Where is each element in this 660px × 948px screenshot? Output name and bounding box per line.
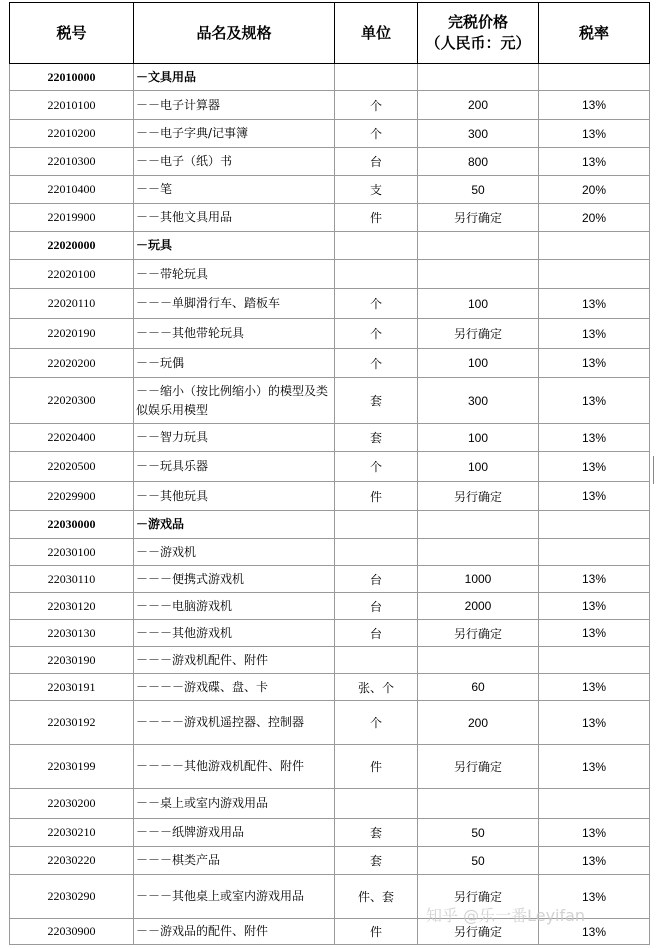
table-row — [10, 378, 650, 424]
row-name: －－游戏品的配件、附件 — [134, 919, 335, 945]
row-rate: 13% — [539, 378, 650, 424]
table-row — [10, 204, 650, 232]
table-row — [10, 232, 650, 260]
table-row — [10, 789, 650, 819]
row-rate: 13% — [539, 319, 650, 349]
row-code: 22010300 — [10, 148, 134, 176]
row-code: 22030100 — [10, 539, 134, 566]
row-rate: 13% — [539, 349, 650, 378]
row-name: －文具用品 — [134, 64, 335, 91]
header-row — [10, 3, 650, 64]
row-price: 200 — [418, 701, 539, 745]
row-rate — [539, 511, 650, 539]
header-name: 品名及规格 — [134, 3, 335, 64]
row-price: 50 — [418, 176, 539, 204]
table-row — [10, 319, 650, 349]
row-name: －－－－游戏碟、盘、卡 — [134, 674, 335, 701]
table-row — [10, 148, 650, 176]
row-rate — [539, 647, 650, 674]
row-code: 22030110 — [10, 566, 134, 593]
row-code: 22030130 — [10, 620, 134, 647]
row-code: 22030000 — [10, 511, 134, 539]
row-code: 22010200 — [10, 120, 134, 148]
row-unit — [335, 64, 418, 91]
row-price: 100 — [418, 452, 539, 482]
row-rate: 13% — [539, 674, 650, 701]
row-unit: 台 — [335, 593, 418, 620]
header-unit: 单位 — [335, 3, 418, 64]
watermark: 知乎 @乐一番Leyifan — [426, 906, 586, 925]
row-rate: 13% — [539, 847, 650, 875]
table-row — [10, 847, 650, 875]
row-price — [418, 789, 539, 819]
row-code: 22030191 — [10, 674, 134, 701]
row-price — [418, 232, 539, 260]
row-name: －－－便携式游戏机 — [134, 566, 335, 593]
row-price — [418, 64, 539, 91]
table-row — [10, 539, 650, 566]
row-code: 22020190 — [10, 319, 134, 349]
row-rate — [539, 64, 650, 91]
row-rate — [539, 260, 650, 289]
row-code: 22020100 — [10, 260, 134, 289]
table-row — [10, 593, 650, 620]
table-row — [10, 91, 650, 120]
header-code: 税号 — [10, 3, 134, 64]
row-rate: 13% — [539, 452, 650, 482]
row-price: 2000 — [418, 593, 539, 620]
row-rate: 13% — [539, 566, 650, 593]
row-unit: 个 — [335, 349, 418, 378]
row-unit — [335, 539, 418, 566]
row-unit: 套 — [335, 378, 418, 424]
row-unit: 个 — [335, 91, 418, 120]
row-name: －－缩小（按比例缩小）的模型及类似娱乐用模型 — [134, 378, 335, 424]
table-row — [10, 647, 650, 674]
table-row — [10, 64, 650, 91]
row-code: 22010400 — [10, 176, 134, 204]
row-unit — [335, 232, 418, 260]
row-rate: 13% — [539, 745, 650, 789]
table-row — [10, 424, 650, 452]
header-price-line2: （人民币：元） — [425, 34, 531, 52]
row-unit — [335, 511, 418, 539]
table-row — [10, 482, 650, 511]
row-name: －－带轮玩具 — [134, 260, 335, 289]
row-name: －－－单脚滑行车、踏板车 — [134, 289, 335, 319]
row-name: －－玩具乐器 — [134, 452, 335, 482]
row-unit: 台 — [335, 620, 418, 647]
row-unit: 套 — [335, 819, 418, 847]
row-unit: 台 — [335, 566, 418, 593]
row-name: －－桌上或室内游戏用品 — [134, 789, 335, 819]
row-rate: 13% — [539, 620, 650, 647]
row-code: 22030900 — [10, 919, 134, 945]
table-row — [10, 620, 650, 647]
table-header — [10, 3, 650, 64]
row-rate: 13% — [539, 593, 650, 620]
row-price — [418, 260, 539, 289]
table-body — [10, 64, 650, 945]
header-price-line1: 完税价格 — [447, 13, 508, 31]
row-code: 22030192 — [10, 701, 134, 745]
row-name: －－－－游戏机遥控器、控制器 — [134, 701, 335, 745]
row-name: －－电子（纸）书 — [134, 148, 335, 176]
row-name: －－－纸牌游戏用品 — [134, 819, 335, 847]
row-price: 800 — [418, 148, 539, 176]
row-name: －－电子字典/记事簿 — [134, 120, 335, 148]
row-rate: 13% — [539, 424, 650, 452]
row-name: －－－棋类产品 — [134, 847, 335, 875]
row-name: －－－－其他游戏机配件、附件 — [134, 745, 335, 789]
row-code: 22029900 — [10, 482, 134, 511]
row-name: －游戏品 — [134, 511, 335, 539]
row-unit: 套 — [335, 847, 418, 875]
table-row — [10, 674, 650, 701]
row-price: 另行确定 — [418, 875, 539, 919]
row-unit: 套 — [335, 424, 418, 452]
row-price: 300 — [418, 120, 539, 148]
row-code: 22030190 — [10, 647, 134, 674]
row-code: 22020110 — [10, 289, 134, 319]
row-name: －－游戏机 — [134, 539, 335, 566]
row-rate: 13% — [539, 91, 650, 120]
row-rate: 13% — [539, 482, 650, 511]
row-price: 50 — [418, 819, 539, 847]
row-rate — [539, 232, 650, 260]
row-unit: 支 — [335, 176, 418, 204]
page-edge-mark — [653, 456, 660, 484]
row-code: 22030200 — [10, 789, 134, 819]
row-name: －－－其他游戏机 — [134, 620, 335, 647]
table-row — [10, 260, 650, 289]
row-code: 22020200 — [10, 349, 134, 378]
table-row — [10, 120, 650, 148]
row-code: 22020300 — [10, 378, 134, 424]
row-unit: 件 — [335, 204, 418, 232]
row-unit: 件 — [335, 482, 418, 511]
row-unit: 张、个 — [335, 674, 418, 701]
row-rate: 13% — [539, 289, 650, 319]
row-unit: 个 — [335, 319, 418, 349]
row-rate: 13% — [539, 701, 650, 745]
row-unit: 台 — [335, 148, 418, 176]
row-price: 另行确定 — [418, 745, 539, 789]
row-code: 22030199 — [10, 745, 134, 789]
row-rate: 13% — [539, 919, 650, 945]
header-rate: 税率 — [539, 3, 650, 64]
row-rate: 20% — [539, 176, 650, 204]
row-code: 22030290 — [10, 875, 134, 919]
row-price — [418, 647, 539, 674]
table-row — [10, 566, 650, 593]
row-name: －－其他玩具 — [134, 482, 335, 511]
row-rate: 13% — [539, 819, 650, 847]
row-price: 1000 — [418, 566, 539, 593]
row-name: －－玩偶 — [134, 349, 335, 378]
tariff-table — [9, 2, 650, 945]
row-code: 22019900 — [10, 204, 134, 232]
row-unit: 个 — [335, 120, 418, 148]
row-code: 22020400 — [10, 424, 134, 452]
row-unit: 个 — [335, 289, 418, 319]
row-name: －－－电脑游戏机 — [134, 593, 335, 620]
row-code: 22020000 — [10, 232, 134, 260]
row-unit — [335, 260, 418, 289]
row-code: 22030120 — [10, 593, 134, 620]
row-rate: 13% — [539, 120, 650, 148]
row-unit — [335, 647, 418, 674]
row-unit: 件、套 — [335, 875, 418, 919]
row-name: －－－其他桌上或室内游戏用品 — [134, 875, 335, 919]
row-name: －－笔 — [134, 176, 335, 204]
row-price: 另行确定 — [418, 482, 539, 511]
row-price: 100 — [418, 289, 539, 319]
row-unit — [335, 789, 418, 819]
row-price: 60 — [418, 674, 539, 701]
row-name: －－智力玩具 — [134, 424, 335, 452]
row-price: 50 — [418, 847, 539, 875]
row-price: 300 — [418, 378, 539, 424]
table-row — [10, 349, 650, 378]
table-row — [10, 289, 650, 319]
row-unit: 个 — [335, 452, 418, 482]
row-price: 100 — [418, 424, 539, 452]
row-name: －－其他文具用品 — [134, 204, 335, 232]
row-price: 另行确定 — [418, 204, 539, 232]
row-name: －－－其他带轮玩具 — [134, 319, 335, 349]
row-name: －玩具 — [134, 232, 335, 260]
row-code: 22030210 — [10, 819, 134, 847]
row-price: 另行确定 — [418, 319, 539, 349]
row-code: 22010100 — [10, 91, 134, 120]
row-price: 另行确定 — [418, 919, 539, 945]
row-rate — [539, 789, 650, 819]
row-code: 22010000 — [10, 64, 134, 91]
row-unit: 件 — [335, 745, 418, 789]
row-unit: 个 — [335, 701, 418, 745]
row-price: 另行确定 — [418, 620, 539, 647]
row-rate: 13% — [539, 875, 650, 919]
row-code: 22030220 — [10, 847, 134, 875]
row-code: 22020500 — [10, 452, 134, 482]
table-row — [10, 176, 650, 204]
row-rate: 20% — [539, 204, 650, 232]
table-row — [10, 819, 650, 847]
row-price — [418, 539, 539, 566]
table-row — [10, 511, 650, 539]
row-price: 100 — [418, 349, 539, 378]
row-name: －－电子计算器 — [134, 91, 335, 120]
table-row — [10, 745, 650, 789]
row-rate: 13% — [539, 148, 650, 176]
row-price — [418, 511, 539, 539]
row-name: －－－游戏机配件、附件 — [134, 647, 335, 674]
header-price — [418, 3, 539, 64]
row-unit: 件 — [335, 919, 418, 945]
table-row — [10, 452, 650, 482]
row-price: 200 — [418, 91, 539, 120]
row-rate — [539, 539, 650, 566]
table-row — [10, 701, 650, 745]
